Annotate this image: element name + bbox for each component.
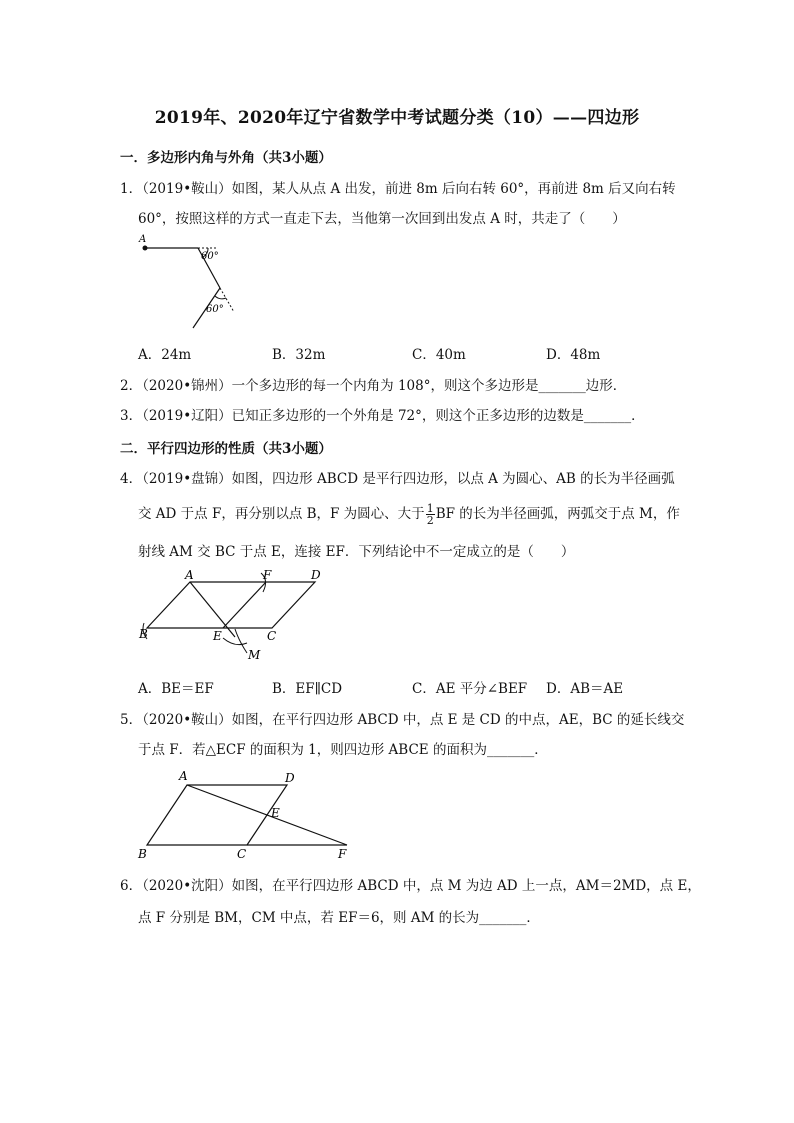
page-title: 2019年、2020年辽宁省数学中考试题分类（10）——四边形 bbox=[154, 108, 640, 128]
q5-figure bbox=[135, 765, 360, 865]
q1-choice-d[interactable]: D．48m bbox=[546, 347, 601, 363]
q4-fraction bbox=[426, 503, 435, 526]
q2-text: 2．（2020•锦州）一个多边形的每一个内角为 108°，则这个多边形是_______边形． bbox=[120, 378, 627, 394]
q4-choice-d[interactable]: D．AB＝AE bbox=[546, 681, 624, 697]
q5-line2: 于点 F．若△ECF 的面积为 1，则四边形 ABCE 的面积为_______． bbox=[138, 742, 548, 758]
q4-label-f: F bbox=[263, 568, 272, 582]
q4-segment-ef bbox=[223, 582, 266, 628]
q4-figure bbox=[135, 565, 350, 665]
q4-line1: 4．（2019•盘锦）如图，四边形 ABCD 是平行四边形，以点 A 为圆心、AB 的长为半径画弧 bbox=[120, 471, 675, 487]
q1-label-a: A bbox=[139, 234, 147, 245]
q3-text: 3．（2019•辽阳）已知正多边形的一个外角是 72°，则这个正多边形的边数是_______． bbox=[120, 408, 645, 424]
q5-label-d: D bbox=[285, 771, 295, 785]
q4-line2-part1: 交 AD 于点 F，再分别以点 B，F 为圆心、大于 bbox=[138, 506, 425, 522]
q1-choice-c[interactable]: C．40m bbox=[412, 347, 466, 363]
q5-line1: 5．（2020•鞍山）如图，在平行四边形 ABCD 中，点 E 是 CD 的中点，AE，BC 的延长线交 bbox=[120, 712, 685, 728]
q4-label-a: A bbox=[185, 568, 194, 582]
q1-line1: 1．（2019•鞍山）如图，某人从点 A 出发，前进 8m 后向右转 60°，再前进 8m 后又向右转 bbox=[120, 181, 676, 197]
q5-label-e: E bbox=[271, 806, 280, 820]
q1-angle-label-1: 60° bbox=[201, 251, 219, 262]
section-heading-parallelogram: 二．平行四边形的性质（共3小题） bbox=[120, 441, 332, 457]
q5-label-a: A bbox=[179, 769, 188, 783]
q5-label-c: C bbox=[237, 847, 247, 861]
q1-choice-a[interactable]: A．24m bbox=[138, 347, 192, 363]
q4-line3: 射线 AM 交 BC 于点 E，连接 EF．下列结论中不一定成立的是（ ） bbox=[138, 544, 575, 560]
section-heading-polygon-angles: 一．多边形内角与外角（共3小题） bbox=[120, 150, 332, 166]
q5-label-f: F bbox=[338, 847, 347, 861]
q4-fraction-denominator: 2 bbox=[426, 514, 434, 527]
q4-parallelogram bbox=[147, 582, 315, 628]
q4-choice-b[interactable]: B．EF∥CD bbox=[272, 681, 343, 697]
q1-line2: 60°，按照这样的方式一直走下去，当他第一次回到出发点 A 时，共走了（ ） bbox=[138, 211, 626, 227]
q5-label-b: B bbox=[138, 847, 147, 861]
q1-figure bbox=[130, 228, 250, 333]
q5-line-af bbox=[187, 785, 347, 845]
q4-line2-part2: BF 的长为半径画弧，两弧交于点 M，作 bbox=[435, 506, 680, 522]
q1-choice-b[interactable]: B．32m bbox=[272, 347, 326, 363]
q4-arc-m-1 bbox=[223, 638, 247, 645]
q4-label-b: B bbox=[139, 627, 148, 641]
q4-label-e: E bbox=[213, 629, 222, 643]
q4-choice-c[interactable]: C．AE 平分∠BEF bbox=[412, 681, 528, 697]
q4-choice-a[interactable]: A．BE＝EF bbox=[138, 681, 214, 697]
q4-line2 bbox=[138, 502, 680, 526]
q6-line2: 点 F 分别是 BM，CM 中点，若 EF＝6，则 AM 的长为_______． bbox=[138, 910, 540, 926]
q4-label-d: D bbox=[311, 568, 321, 582]
q4-label-m: M bbox=[248, 648, 261, 662]
q4-fraction-numerator: 1 bbox=[426, 502, 434, 515]
q6-line1: 6．（2020•沈阳）如图，在平行四边形 ABCD 中，点 M 为边 AD 上一点，AM＝2MD，点 E， bbox=[120, 878, 701, 894]
q4-arc-m-2 bbox=[235, 629, 247, 653]
q1-angle-label-2: 60° bbox=[206, 304, 224, 315]
q4-label-c: C bbox=[267, 629, 277, 643]
